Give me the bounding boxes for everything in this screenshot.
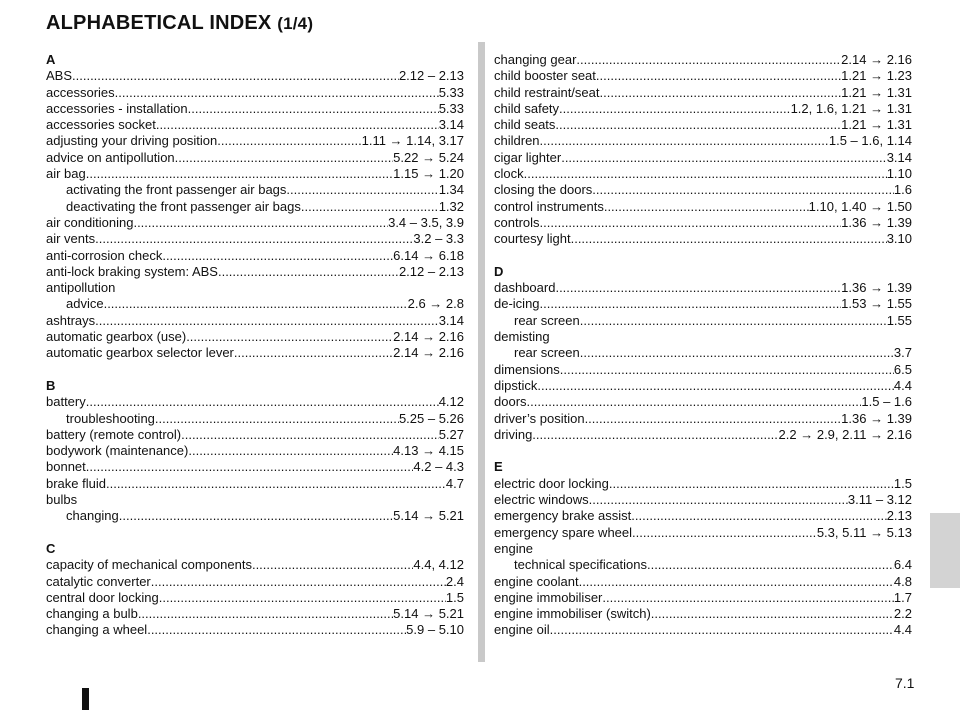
entry-label: ABS — [46, 68, 73, 84]
entry-page-reference[interactable]: 1.32 — [438, 198, 464, 214]
entry-label: bodywork (maintenance) — [46, 443, 189, 459]
dot-leader — [301, 199, 439, 215]
entry-label: child restraint/seat — [494, 84, 600, 100]
index-entry — [494, 231, 912, 247]
index-entry — [494, 329, 912, 345]
entry-label: child safety — [494, 100, 560, 116]
dot-leader — [609, 476, 894, 492]
entry-page-reference[interactable]: 6.14 → 6.18 — [393, 247, 464, 263]
dot-leader — [540, 215, 842, 231]
dot-leader — [218, 264, 399, 280]
entry-label: clock — [494, 166, 524, 182]
index-entry — [46, 557, 464, 573]
entry-label: air conditioning — [46, 214, 134, 230]
index-entry — [46, 345, 464, 361]
entry-label: rear screen — [514, 312, 580, 328]
entry-label: air vents — [46, 231, 96, 247]
entry-page-reference[interactable]: 1.36 → 1.39 — [841, 280, 912, 296]
entry-page-reference[interactable]: 2.2 → 2.9, 2.11 → 2.16 — [778, 426, 912, 442]
entry-page-reference[interactable]: 2.14 → 2.16 — [841, 52, 912, 67]
entry-page-reference[interactable]: 3.10 — [886, 231, 912, 247]
index-entry — [46, 231, 464, 247]
dot-leader — [592, 182, 894, 198]
entry-page-reference[interactable]: 1.15 → 1.20 — [393, 166, 464, 182]
entry-label: accessories - installation — [46, 100, 188, 116]
page-number: 7.1 — [895, 675, 915, 691]
index-entry — [46, 68, 464, 84]
index-subentry — [494, 345, 912, 361]
dot-leader — [555, 280, 841, 296]
index-entry — [494, 296, 912, 312]
index-section — [494, 264, 912, 443]
entry-page-reference[interactable]: 5.33 — [438, 84, 464, 100]
dot-leader — [550, 622, 894, 638]
entry-label: closing the doors — [494, 182, 593, 198]
entry-label: dimensions — [494, 361, 560, 377]
entry-label: antipollution — [46, 280, 116, 296]
index-entry — [494, 492, 912, 508]
section-letter: C — [46, 540, 56, 556]
dot-leader — [540, 133, 829, 149]
index-entry — [46, 117, 464, 133]
dot-leader — [86, 394, 439, 410]
dot-leader — [106, 476, 446, 492]
entry-page-reference[interactable]: 1.10 — [886, 166, 912, 182]
entry-label: anti-corrosion check — [46, 247, 163, 263]
entry-page-reference[interactable]: 5.14 → 5.21 — [393, 508, 464, 524]
index-entry — [46, 133, 464, 149]
entry-page-reference[interactable]: 5.25 – 5.26 — [398, 410, 464, 426]
entry-label: advice on antipollution — [46, 149, 175, 165]
dot-leader — [589, 492, 848, 508]
entry-page-reference[interactable]: 3.7 — [893, 345, 912, 361]
entry-label: anti-lock braking system: ABS — [46, 263, 218, 279]
dot-leader — [532, 427, 778, 443]
dot-leader — [604, 199, 809, 215]
dot-leader — [95, 313, 439, 329]
index-entry — [494, 525, 912, 541]
entry-label: demisting — [494, 329, 550, 345]
dot-leader — [119, 508, 393, 524]
index-subentry — [46, 411, 464, 427]
entry-page-reference[interactable]: 4.8 — [893, 573, 912, 589]
entry-page-reference[interactable]: 1.2, 1.6, 1.21 → 1.31 — [790, 100, 912, 116]
index-entry — [46, 280, 464, 296]
section-letter: A — [46, 52, 56, 67]
entry-page-reference[interactable]: 1.36 → 1.39 — [841, 214, 912, 230]
dot-leader — [555, 117, 841, 133]
entry-page-reference[interactable]: 1.21 → 1.23 — [841, 68, 912, 84]
index-entry — [494, 394, 912, 410]
entry-label: changing a bulb — [46, 606, 138, 622]
dot-leader — [155, 411, 399, 427]
entry-page-reference[interactable]: 5.14 → 5.21 — [393, 606, 464, 622]
index-entry — [494, 199, 912, 215]
entry-label: emergency brake assist — [494, 508, 632, 524]
index-subentry — [46, 296, 464, 312]
dot-leader — [651, 606, 894, 622]
entry-label: dipstick — [494, 377, 538, 393]
dot-leader — [104, 296, 408, 312]
entry-label: capacity of mechanical components — [46, 557, 252, 573]
entry-label: central door locking — [46, 589, 159, 605]
dot-leader — [159, 590, 446, 606]
entry-page-reference[interactable]: 1.11 → 1.14, 3.17 — [361, 133, 464, 149]
entry-page-reference[interactable]: 4.4 — [893, 622, 912, 638]
index-section — [494, 52, 912, 248]
entry-page-reference[interactable]: 1.34 — [438, 182, 464, 198]
entry-label: electric door locking — [494, 475, 609, 491]
section-letter: E — [494, 459, 503, 475]
index-entry — [46, 459, 464, 475]
entry-page-reference[interactable]: 3.11 – 3.12 — [847, 492, 912, 508]
entry-page-reference[interactable]: 1.7 — [893, 589, 912, 605]
entry-label: de-icing — [494, 296, 540, 312]
entry-page-reference[interactable]: 2.14 → 2.16 — [393, 345, 464, 361]
entry-page-reference[interactable]: 2.4 — [445, 573, 464, 589]
entry-label: brake fluid — [46, 475, 106, 491]
index-entry — [494, 508, 912, 524]
entry-page-reference[interactable]: 3.4 – 3.5, 3.9 — [388, 214, 464, 230]
entry-label: engine coolant — [494, 573, 579, 589]
dot-leader — [647, 557, 894, 573]
entry-page-reference[interactable]: 1.55 — [886, 312, 912, 328]
entry-label: deactivating the front passenger air bags — [66, 198, 301, 214]
dot-leader — [234, 345, 393, 361]
entry-label: accessories — [46, 84, 115, 100]
index-entry — [46, 394, 464, 410]
dot-leader — [138, 606, 393, 622]
entry-label: electric windows — [494, 492, 589, 508]
index-entry — [494, 182, 912, 198]
entry-page-reference[interactable]: 1.5 — [893, 475, 912, 491]
entry-label: engine immobiliser — [494, 589, 603, 605]
entry-label: battery (remote control) — [46, 426, 182, 442]
dot-leader — [151, 574, 446, 590]
dot-leader — [86, 166, 393, 182]
index-subentry — [494, 313, 912, 329]
index-subentry — [46, 182, 464, 198]
index-entry — [46, 443, 464, 459]
entry-label: battery — [46, 394, 86, 410]
index-entry — [46, 313, 464, 329]
entry-label: bulbs — [46, 492, 78, 508]
entry-page-reference[interactable]: 4.7 — [445, 475, 464, 491]
entry-page-reference[interactable]: 1.5 — [445, 589, 464, 605]
index-subentry — [46, 199, 464, 215]
entry-page-reference[interactable]: 5.3, 5.11 → 5.13 — [816, 524, 912, 540]
index-entry — [46, 85, 464, 101]
entry-page-reference[interactable]: 1.36 → 1.39 — [841, 410, 912, 426]
entry-page-reference[interactable]: 1.10, 1.40 → 1.50 — [808, 198, 912, 214]
index-entry — [46, 427, 464, 443]
entry-label: ashtrays — [46, 312, 96, 328]
index-entry — [494, 280, 912, 296]
index-entry — [494, 68, 912, 84]
entry-label: cigar lighter — [494, 149, 562, 165]
entry-label: dashboard — [494, 280, 556, 296]
index-entry — [46, 622, 464, 638]
index-entry — [46, 166, 464, 182]
index-entry — [494, 541, 912, 557]
dot-leader — [156, 117, 439, 133]
entry-label: rear screen — [514, 345, 580, 361]
entry-label: driver’s position — [494, 410, 585, 426]
index-entry — [46, 574, 464, 590]
entry-page-reference[interactable]: 3.2 – 3.3 — [413, 231, 464, 247]
index-subentry — [494, 557, 912, 573]
dot-leader — [560, 362, 894, 378]
index-subentry — [46, 508, 464, 524]
index-entry — [494, 150, 912, 166]
dot-leader — [252, 557, 413, 573]
index-entry — [494, 427, 912, 443]
dot-leader — [181, 427, 439, 443]
entry-page-reference[interactable]: 5.27 — [438, 426, 464, 442]
dot-leader — [632, 525, 817, 541]
entry-label: engine oil — [494, 622, 550, 638]
entry-page-reference[interactable]: 2.2 — [893, 606, 912, 622]
dot-leader — [571, 231, 887, 247]
entry-label: child seats — [494, 117, 556, 133]
dot-leader — [576, 52, 841, 68]
entry-label: engine — [494, 540, 534, 556]
entry-label: accessories socket — [46, 117, 156, 133]
entry-page-reference[interactable]: 1.6 — [893, 182, 912, 198]
entry-page-reference[interactable]: 5.22 → 5.24 — [393, 149, 464, 165]
dot-leader — [162, 248, 393, 264]
index-entry — [494, 52, 912, 68]
entry-page-reference[interactable]: 4.4 — [893, 377, 912, 393]
dot-leader — [602, 590, 894, 606]
index-entry — [494, 378, 912, 394]
entry-label: catalytic converter — [46, 573, 151, 589]
index-section — [46, 541, 464, 639]
title-text: ALPHABETICAL INDEX — [46, 12, 272, 34]
entry-page-reference[interactable]: 4.2 – 4.3 — [413, 459, 464, 475]
entry-page-reference[interactable]: 4.4, 4.12 — [413, 557, 464, 573]
entry-label: changing — [66, 508, 119, 524]
index-section — [46, 378, 464, 525]
dot-leader — [217, 133, 361, 149]
dot-leader — [115, 85, 439, 101]
index-column-right — [494, 52, 912, 655]
dot-leader — [580, 345, 894, 361]
entry-label: air bag — [46, 166, 86, 182]
column-divider — [478, 42, 485, 662]
index-entry — [46, 476, 464, 492]
index-entry — [46, 329, 464, 345]
dot-leader — [540, 296, 842, 312]
dot-leader — [524, 166, 887, 182]
entry-label: changing gear — [494, 52, 577, 67]
page-title — [46, 12, 313, 35]
entry-label: automatic gearbox (use) — [46, 329, 187, 345]
dot-leader — [186, 329, 393, 345]
entry-label: control instruments — [494, 198, 604, 214]
dot-leader — [188, 443, 393, 459]
index-entry — [46, 606, 464, 622]
entry-page-reference[interactable]: 1.21 → 1.31 — [841, 117, 912, 133]
dot-leader — [559, 101, 791, 117]
dot-leader — [175, 150, 394, 166]
entry-label: automatic gearbox selector lever — [46, 345, 234, 361]
entry-page-reference[interactable]: 6.4 — [893, 557, 912, 573]
section-letter: D — [494, 263, 504, 279]
dot-leader — [537, 378, 894, 394]
index-entry — [494, 622, 912, 638]
entry-page-reference[interactable]: 1.5 – 1.6 — [861, 394, 912, 410]
index-entry — [494, 166, 912, 182]
index-entry — [46, 101, 464, 117]
entry-page-reference[interactable]: 2.6 → 2.8 — [407, 296, 464, 312]
index-entry — [494, 476, 912, 492]
entry-label: doors — [494, 394, 527, 410]
index-column-left — [46, 52, 464, 655]
index-entry — [46, 590, 464, 606]
entry-page-reference[interactable]: 4.13 → 4.15 — [393, 443, 464, 459]
entry-page-reference[interactable]: 3.14 — [438, 117, 464, 133]
entry-label: child booster seat — [494, 68, 596, 84]
entry-label: technical specifications — [514, 557, 647, 573]
dot-leader — [561, 150, 886, 166]
dot-leader — [631, 508, 886, 524]
index-entry — [494, 85, 912, 101]
entry-page-reference[interactable]: 4.12 — [438, 394, 464, 410]
index-entry — [494, 606, 912, 622]
dot-leader — [596, 68, 841, 84]
index-entry — [46, 264, 464, 280]
entry-page-reference[interactable]: 6.5 — [893, 361, 912, 377]
index-entry — [494, 101, 912, 117]
entry-page-reference[interactable]: 2.13 — [886, 508, 912, 524]
entry-label: advice — [66, 296, 104, 312]
index-entry — [494, 215, 912, 231]
index-entry — [46, 492, 464, 508]
index-entry — [494, 574, 912, 590]
entry-label: bonnet — [46, 459, 86, 475]
section-letter: B — [46, 377, 56, 393]
dot-leader — [133, 215, 388, 231]
entry-page-reference[interactable]: 1.5 – 1.6, 1.14 — [828, 133, 912, 149]
dot-leader — [580, 313, 887, 329]
index-entry — [46, 248, 464, 264]
entry-label: adjusting your driving position — [46, 133, 218, 149]
entry-page-reference[interactable]: 2.12 – 2.13 — [398, 263, 464, 279]
entry-label: changing a wheel — [46, 622, 148, 638]
index-entry — [494, 411, 912, 427]
entry-label: emergency spare wheel — [494, 524, 633, 540]
entry-page-reference[interactable]: 5.9 – 5.10 — [406, 622, 464, 638]
dot-leader — [95, 231, 413, 247]
dot-leader — [188, 101, 439, 117]
entry-label: children — [494, 133, 540, 149]
title-part-indicator: (1/4) — [277, 14, 314, 33]
index-entry — [494, 590, 912, 606]
entry-label: engine immobiliser (switch) — [494, 606, 651, 622]
index-section — [46, 52, 464, 362]
entry-page-reference[interactable]: 2.14 → 2.16 — [393, 329, 464, 345]
index-section — [494, 459, 912, 638]
dot-leader — [527, 394, 862, 410]
section-tab-marker — [930, 513, 960, 588]
dot-leader — [286, 182, 438, 198]
index-entry — [494, 117, 912, 133]
entry-page-reference[interactable]: 5.33 — [438, 100, 464, 116]
corner-crop-mark — [82, 688, 89, 710]
dot-leader — [585, 411, 842, 427]
entry-label: controls — [494, 214, 540, 230]
entry-page-reference[interactable]: 2.12 – 2.13 — [398, 68, 464, 84]
dot-leader — [86, 459, 414, 475]
dot-leader — [147, 622, 406, 638]
entry-page-reference[interactable]: 1.21 → 1.31 — [841, 84, 912, 100]
entry-page-reference[interactable]: 1.53 → 1.55 — [841, 296, 912, 312]
index-entry — [46, 150, 464, 166]
entry-label: activating the front passenger air bags — [66, 182, 287, 198]
entry-page-reference[interactable]: 3.14 — [886, 149, 912, 165]
entry-label: driving — [494, 426, 533, 442]
dot-leader — [600, 85, 842, 101]
index-entry — [494, 133, 912, 149]
index-entry — [46, 215, 464, 231]
entry-label: courtesy light — [494, 231, 571, 247]
dot-leader — [72, 68, 399, 84]
entry-label: troubleshooting — [66, 410, 155, 426]
index-entry — [494, 362, 912, 378]
entry-page-reference[interactable]: 3.14 — [438, 312, 464, 328]
dot-leader — [579, 574, 894, 590]
